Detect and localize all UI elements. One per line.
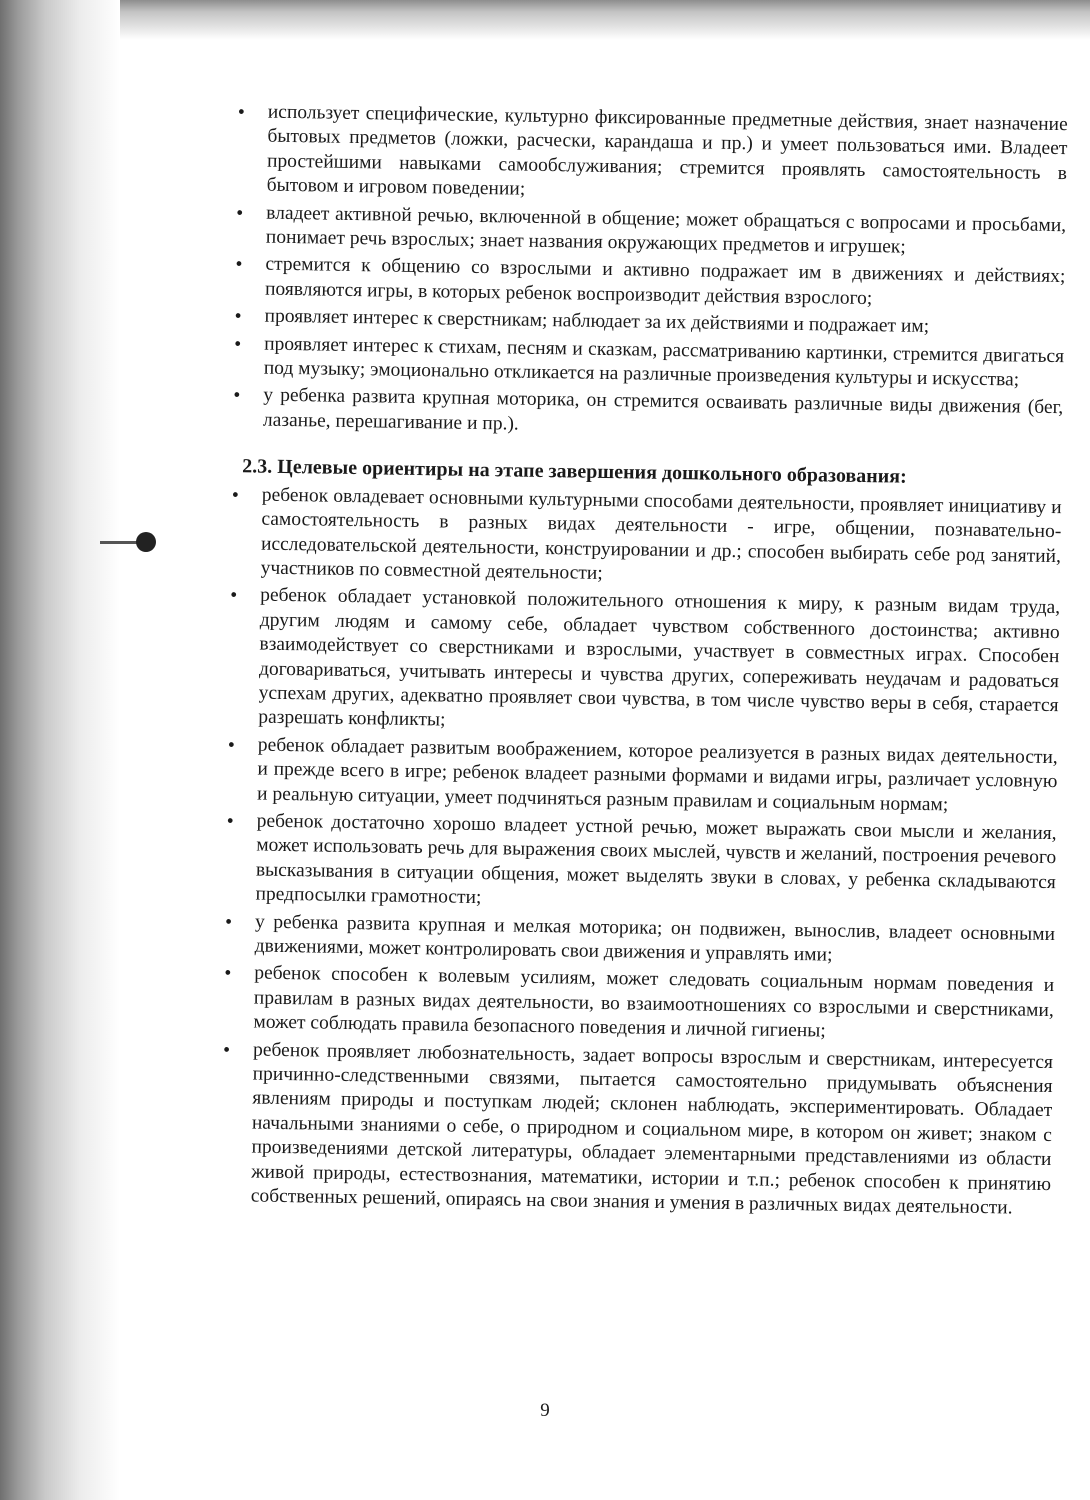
list-item: • ребенок достаточно хорошо владеет устной речью, может выражать свои мысли и желания, может использовать речь для выражения своих мыслей, чувств и желаний, построения речевого высказывания в ситуации общения, может выделять звуки в словах, у ребенка складываются предпосылки грамотности; (215, 809, 1056, 920)
list-item: • ребенок обладает установкой положительного отношения к миру, к разным видам труда, другим людям и самому себе, обладает чувством собственного достоинства; активно взаимодействует со сверстниками и взрослыми, участвует в совместных играх. Способен договариваться, учитывать интересы и чувства других, сопереживать неудачам и радоваться успехам других, адекватно проявляет свои чувства, в том числе чувство веры в себя, старается разрешать конфликты; (218, 583, 1060, 743)
punch-hole (136, 532, 156, 552)
list-item: • проявляет интерес к сверстникам; наблюдает за их действиями и подражает им; (224, 304, 1064, 342)
list-item: • ребенок способен к волевым усилиям, может следовать социальным нормам поведения и правилам в разных видах деятельности, во взаимоотношениях со взрослыми и сверстниками, может соблюдать правила безопасного поведения и личной гигиены; (213, 961, 1054, 1047)
list-item: • у ребенка развита крупная и мелкая моторика; он подвижен, вынослив, владеет основными движениями, может контролировать свои движения и управлять ими; (215, 909, 1056, 971)
list-item: • у ребенка развита крупная моторика, он стремится осваивать различные виды движения (бег, лазанье, перешагивание и пр.). (223, 383, 1064, 445)
list-item: • владеет активной речью, включенной в общение; может обращаться с вопросами и просьбами, понимает речь взрослых; знает названия окружающих предметов и игрушек; (226, 201, 1067, 263)
section-bullet-list (211, 483, 1062, 1222)
list-item: • ребенок обладает развитым воображением, которое реализуется в разных видах деятельности, и прежде всего в игре; ребенок владеет разными формами и видами игры, различает условную и реальную ситуации, умеет подчиняться разным правилам и социальным нормам; (217, 733, 1058, 819)
list-item: • проявляет интерес к стихам, песням и сказкам, рассматриванию картинки, стремится двигаться под музыку; эмоционально откликается на различные произведения культуры и искусства; (224, 332, 1065, 394)
list-item: • стремится к общению со взрослыми и активно подражает им в движениях и действиях; появляются игры, в которых ребенок воспроизводит действия взрослого; (225, 252, 1066, 314)
section-heading: 2.3. Целевые ориентиры на этапе завершения дошкольного образования: (242, 455, 907, 488)
top-bullet-list (223, 100, 1068, 445)
binder-mark (100, 541, 140, 544)
list-item: • использует специфические, культурно фиксированные предметные действия, знает назначение бытовых предметов (ложки, расчески, карандаша и пр.) и умеет пользоваться ими. Владеет простейшими навыками самообслуживания; стремится проявлять самостоятельность в бытовом и игровом поведении; (226, 100, 1067, 211)
list-item: • ребенок проявляет любознательность, задает вопросы взрослым и сверстникам, интересуется причинно-следственными связями, пытается самостоятельно придумывать объяснения явлениям природы и поступкам людей; склонен наблюдать, экспериментировать. Обладает начальными знаниями о себе, о природном и социальном мире, в котором он живет; знаком с произведениями детской литературы, обладает элементарными представлениями из области живой природы, естествознания, математики, истории и т.п.; ребенок способен к принятию собственных решений, опираясь на свои знания и умения в различных видах деятельности. (211, 1038, 1054, 1222)
list-item: • ребенок овладевает основными культурными способами деятельности, проявляет инициативу и самостоятельность в разных видах деятельности - игре, общении, познавательно-исследовательской деятельности, конструировании и др.; способен выбирать себе род занятий, участников по совместной деятельности; (220, 483, 1061, 594)
scan-shadow-left (0, 0, 120, 1500)
document-page (211, 100, 1068, 1225)
scan-shadow-top (120, 0, 1090, 40)
page-number: 9 (540, 1400, 550, 1421)
